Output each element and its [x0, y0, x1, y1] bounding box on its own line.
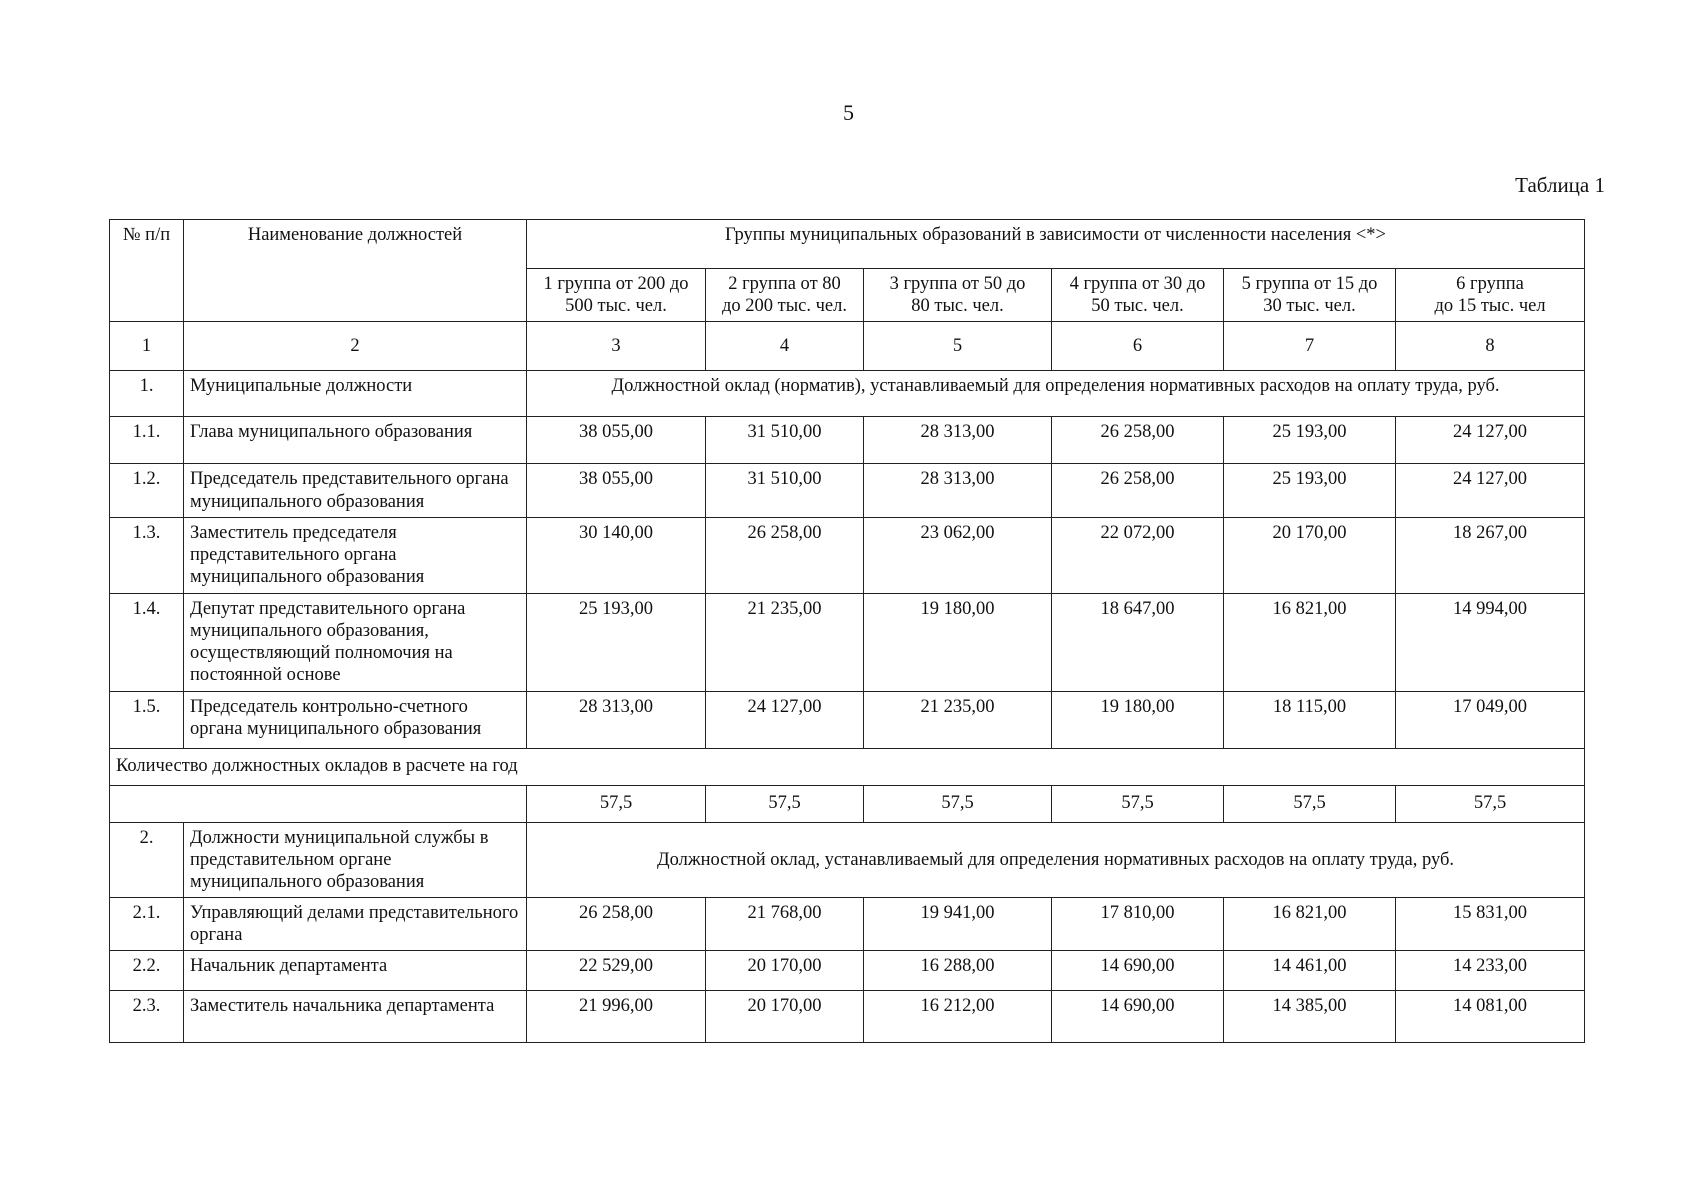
row-num: 1.1. — [110, 417, 184, 464]
value-cell: 18 115,00 — [1224, 691, 1396, 748]
count-value: 57,5 — [1224, 785, 1396, 822]
column-number: 8 — [1396, 322, 1585, 371]
value-cell: 21 235,00 — [706, 593, 864, 691]
value-cell: 25 193,00 — [1224, 464, 1396, 517]
column-number: 5 — [864, 322, 1052, 371]
header-group: 2 группа от 80 до 200 тыс. чел. — [706, 269, 864, 322]
table-row — [110, 517, 1585, 593]
count-value: 57,5 — [1052, 785, 1224, 822]
table-row — [110, 464, 1585, 517]
row-num: 1.3. — [110, 517, 184, 593]
table-row — [110, 417, 1585, 464]
value-cell: 28 313,00 — [864, 464, 1052, 517]
column-number: 6 — [1052, 322, 1224, 371]
header-num: № п/п — [110, 220, 184, 322]
header-group: 6 группа до 15 тыс. чел — [1396, 269, 1585, 322]
count-empty-cell — [110, 785, 527, 822]
table-row — [110, 898, 1585, 951]
row-num: 2.1. — [110, 898, 184, 951]
row-num: 1.4. — [110, 593, 184, 691]
value-cell: 19 941,00 — [864, 898, 1052, 951]
table-row — [110, 593, 1585, 691]
value-cell: 21 235,00 — [864, 691, 1052, 748]
value-cell: 24 127,00 — [706, 691, 864, 748]
value-cell: 30 140,00 — [527, 517, 706, 593]
value-cell: 21 768,00 — [706, 898, 864, 951]
row-num: 1.2. — [110, 464, 184, 517]
header-group: 3 группа от 50 до 80 тыс. чел. — [864, 269, 1052, 322]
page-number: 5 — [843, 100, 854, 125]
value-cell: 17 810,00 — [1052, 898, 1224, 951]
value-cell: 17 049,00 — [1396, 691, 1585, 748]
table-row — [110, 991, 1585, 1043]
row-name: Председатель контрольно-счетного органа муниципального образования — [184, 691, 527, 748]
row-num: 2.3. — [110, 991, 184, 1043]
value-cell: 18 267,00 — [1396, 517, 1585, 593]
header-group: 1 группа от 200 до 500 тыс. чел. — [527, 269, 706, 322]
value-cell: 22 072,00 — [1052, 517, 1224, 593]
count-value: 57,5 — [864, 785, 1052, 822]
value-cell: 14 233,00 — [1396, 951, 1585, 991]
value-cell: 14 994,00 — [1396, 593, 1585, 691]
value-cell: 16 821,00 — [1224, 593, 1396, 691]
salary-table — [109, 219, 1585, 1043]
header-row — [110, 220, 1585, 269]
value-cell: 24 127,00 — [1396, 417, 1585, 464]
row-name: Председатель представительного органа муниципального образования — [184, 464, 527, 517]
section-span-text: Должностной оклад, устанавливаемый для определения нормативных расходов на оплату труда, руб. — [527, 822, 1585, 898]
header-group: 4 группа от 30 до 50 тыс. чел. — [1052, 269, 1224, 322]
row-name: Депутат представительного органа муниципального образования, осуществляющий полномочия на постоянной основе — [184, 593, 527, 691]
value-cell: 14 690,00 — [1052, 991, 1224, 1043]
section-row — [110, 371, 1585, 417]
value-cell: 19 180,00 — [864, 593, 1052, 691]
count-values-row — [110, 785, 1585, 822]
count-value: 57,5 — [1396, 785, 1585, 822]
value-cell: 31 510,00 — [706, 464, 864, 517]
table-row — [110, 691, 1585, 748]
value-cell: 26 258,00 — [706, 517, 864, 593]
value-cell: 20 170,00 — [706, 951, 864, 991]
column-number: 2 — [184, 322, 527, 371]
value-cell: 28 313,00 — [527, 691, 706, 748]
row-name: Заместитель председателя представительного органа муниципального образования — [184, 517, 527, 593]
header-name: Наименование должностей — [184, 220, 527, 322]
row-num: 2.2. — [110, 951, 184, 991]
section-row — [110, 822, 1585, 898]
value-cell: 31 510,00 — [706, 417, 864, 464]
value-cell: 20 170,00 — [1224, 517, 1396, 593]
value-cell: 19 180,00 — [1052, 691, 1224, 748]
header-group: 5 группа от 15 до 30 тыс. чел. — [1224, 269, 1396, 322]
value-cell: 16 288,00 — [864, 951, 1052, 991]
value-cell: 28 313,00 — [864, 417, 1052, 464]
count-label-row — [110, 748, 1585, 785]
count-value: 57,5 — [527, 785, 706, 822]
header-groups-title: Группы муниципальных образований в зависимости от численности населения <*> — [527, 220, 1585, 269]
count-value: 57,5 — [706, 785, 864, 822]
value-cell: 26 258,00 — [527, 898, 706, 951]
value-cell: 14 385,00 — [1224, 991, 1396, 1043]
row-num: 1. — [110, 371, 184, 417]
row-name: Управляющий делами представительного органа — [184, 898, 527, 951]
value-cell: 25 193,00 — [527, 593, 706, 691]
value-cell: 14 461,00 — [1224, 951, 1396, 991]
column-number: 4 — [706, 322, 864, 371]
value-cell: 23 062,00 — [864, 517, 1052, 593]
row-name: Должности муниципальной службы в представительном органе муниципального образования — [184, 822, 527, 898]
value-cell: 38 055,00 — [527, 417, 706, 464]
count-label: Количество должностных окладов в расчете на год — [110, 748, 1585, 785]
column-number: 7 — [1224, 322, 1396, 371]
row-num: 2. — [110, 822, 184, 898]
row-name: Муниципальные должности — [184, 371, 527, 417]
value-cell: 15 831,00 — [1396, 898, 1585, 951]
value-cell: 22 529,00 — [527, 951, 706, 991]
table-row — [110, 951, 1585, 991]
section-span-text: Должностной оклад (норматив), устанавливаемый для определения нормативных расходов на оплату труда, руб. — [527, 371, 1585, 417]
row-num: 1.5. — [110, 691, 184, 748]
value-cell: 16 821,00 — [1224, 898, 1396, 951]
value-cell: 26 258,00 — [1052, 464, 1224, 517]
table-caption: Таблица 1 — [1515, 173, 1605, 197]
row-name: Заместитель начальника департамента — [184, 991, 527, 1043]
row-name: Начальник департамента — [184, 951, 527, 991]
column-number: 1 — [110, 322, 184, 371]
value-cell: 25 193,00 — [1224, 417, 1396, 464]
value-cell: 38 055,00 — [527, 464, 706, 517]
value-cell: 14 690,00 — [1052, 951, 1224, 991]
value-cell: 24 127,00 — [1396, 464, 1585, 517]
column-numbers-row — [110, 322, 1585, 371]
value-cell: 21 996,00 — [527, 991, 706, 1043]
value-cell: 14 081,00 — [1396, 991, 1585, 1043]
value-cell: 18 647,00 — [1052, 593, 1224, 691]
row-name: Глава муниципального образования — [184, 417, 527, 464]
column-number: 3 — [527, 322, 706, 371]
value-cell: 20 170,00 — [706, 991, 864, 1043]
value-cell: 16 212,00 — [864, 991, 1052, 1043]
value-cell: 26 258,00 — [1052, 417, 1224, 464]
